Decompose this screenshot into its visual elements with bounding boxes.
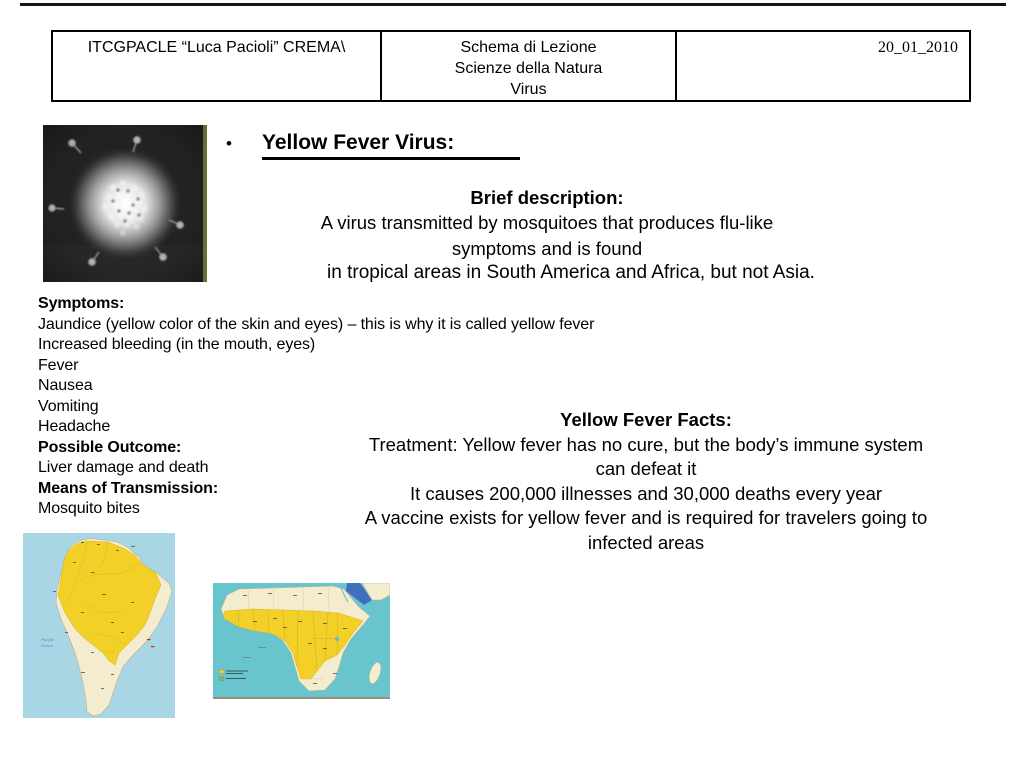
brief-description-heading: Brief description: [470,187,624,208]
virus-micrograph-image [43,125,207,282]
symptom-line: Jaundice (yellow color of the skin and eyes) – this is why it is called yellow fever [38,315,595,333]
page-title-text: Yellow Fever Virus: [262,131,520,160]
brief-line: symptoms and is found [451,237,643,259]
top-rule [20,3,1006,6]
symptom-line: Symptoms: [38,295,125,312]
facts-heading: Yellow Fever Facts: [560,409,732,430]
symptom-line: Possible Outcome: [38,438,182,456]
brief-description-lines [273,210,821,261]
header-lesson-line: Scienze della Natura [454,60,603,77]
symptom-line: Mosquito bites [38,500,140,517]
symptom-line: Liver damage and death [38,459,209,476]
pacific-ocean-label [40,637,54,648]
symptom-line: Nausea [38,377,93,394]
facts-lines [340,433,952,556]
fact-line: Treatment: Yellow fever has no cure, but the body’s immune system [368,433,924,455]
south-america-map [23,533,175,718]
fact-line: It causes 200,000 illnesses and 30,000 deaths every year [409,482,883,504]
south-america-map-svg [23,533,175,718]
symptom-line: Vomiting [38,397,99,415]
fact-line: A vaccine exists for yellow fever and is required for travelers going to [364,507,928,529]
header-cell-lesson [380,32,675,100]
header-lesson-line: Schema di Lezione [460,39,597,56]
symptom-line: Headache [38,418,111,435]
africa-map [213,583,390,699]
symptom-line: Increased bleeding (in the mouth, eyes) [38,336,316,353]
svg-text:Pacific: Pacific [41,637,55,642]
virus-micrograph-svg [43,125,207,282]
symptom-line: Means of Transmission: [38,479,219,497]
brief-description [273,185,821,261]
header-cell-date: 20_01_2010 [675,32,967,100]
brief-line: A virus transmitted by mosquitoes that produces flu-like [320,212,774,234]
page-title [262,131,520,160]
svg-text:Ocean: Ocean [41,643,53,648]
symptom-line: Fever [38,356,79,374]
africa-map-svg [213,583,390,697]
lake-victoria [335,637,339,641]
header-lesson-line: Virus [510,81,547,98]
title-bullet: • [226,134,232,153]
fact-line: infected areas [587,531,705,553]
fact-line: can defeat it [595,458,697,480]
header-cell-school: ITCGPACLE “Luca Pacioli” CREMA\ [87,39,346,56]
brief-footnote: in tropical areas in South America and Africa, but not Asia. [327,262,815,283]
header-table [51,30,971,102]
yellow-fever-facts [340,408,952,556]
